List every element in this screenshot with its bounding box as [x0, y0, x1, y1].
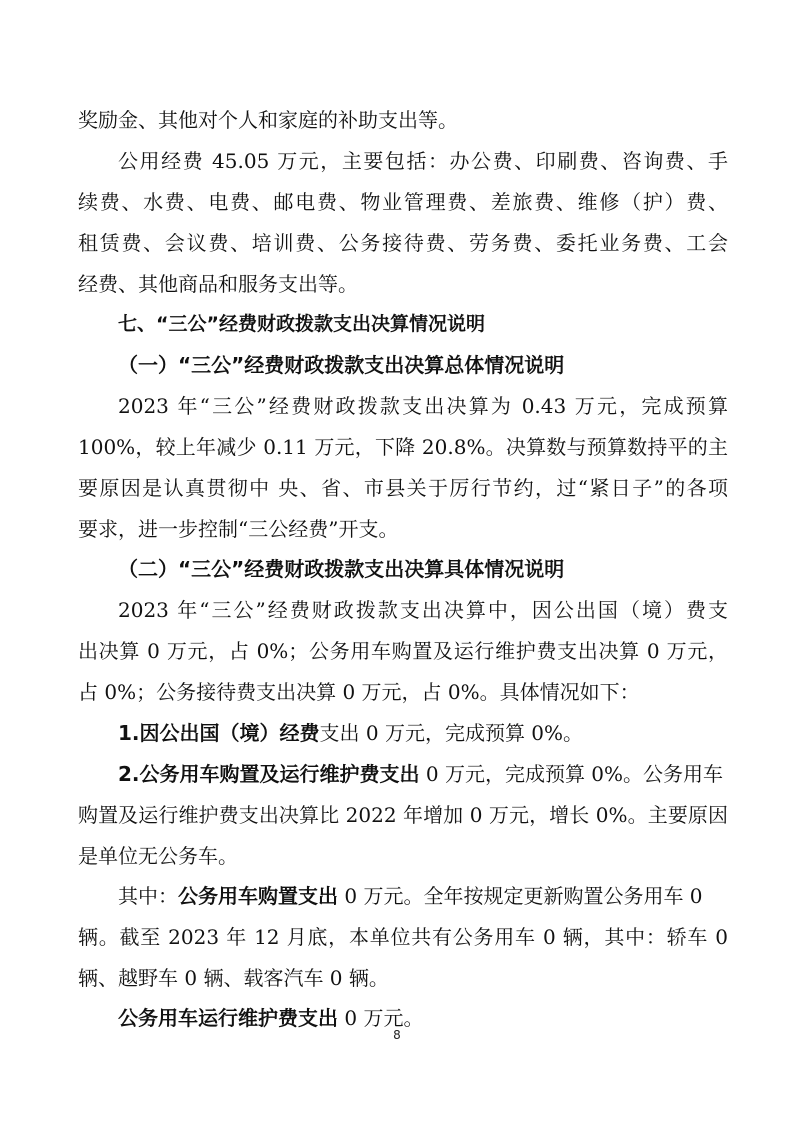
- paragraph-line: 占 0%；公务接待费支出决算 0 万元，占 0%。具体情况如下：: [78, 680, 640, 704]
- item-3: [118, 882, 728, 910]
- paragraph-line: 经费、其他商品和服务支出等。: [78, 272, 358, 296]
- item-2-bold: 2.公务用车购置及运行维护费支出: [118, 762, 420, 786]
- item-2: [118, 760, 728, 788]
- paragraph-line: 2023 年“三公”经费财政拨款支出决算为 0.43 万元，完成预算: [118, 394, 728, 418]
- item-1-text: 支出 0 万元，完成预算 0%。: [319, 721, 584, 745]
- paragraph-line: 购置及运行维护费支出决算比 2022 年增加 0 万元，增长 0%。主要原因: [78, 803, 728, 827]
- section-heading: 七、“三公”经费财政拨款支出决算情况说明: [118, 313, 485, 335]
- item-4-bold: 公务用车运行维护费支出: [118, 1006, 338, 1030]
- item-4: [118, 1004, 728, 1032]
- paragraph-line: 续费、水费、电费、邮电费、物业管理费、差旅费、维修（护）费、: [78, 190, 728, 214]
- paragraph-line: 辆、越野车 0 辆、载客汽车 0 辆。: [78, 966, 389, 990]
- subsection-heading: （一）“三公”经费财政拨款支出决算总体情况说明: [118, 353, 565, 377]
- item-2-text: 0 万元，完成预算 0%。公务用车: [419, 762, 724, 786]
- item-3-lead: 其中：: [118, 884, 178, 908]
- paragraph-line: 公用经费 45.05 万元，主要包括：办公费、印刷费、咨询费、手: [118, 149, 728, 173]
- paragraph-line: 要原因是认真贯彻中 央、省、市县关于厉行节约，过“紧日子”的各项: [78, 476, 728, 500]
- item-3-bold: 公务用车购置支出: [178, 884, 338, 908]
- page-number: 8: [393, 1028, 401, 1042]
- item-3-text: 0 万元。全年按规定更新购置公务用车 0: [338, 884, 703, 908]
- item-1: [118, 719, 728, 747]
- paragraph-line: 要求，进一步控制“三公经费”开支。: [78, 517, 399, 541]
- paragraph-line: 奖励金、其他对个人和家庭的补助支出等。: [78, 108, 458, 132]
- subsection-heading: （二）“三公”经费财政拨款支出决算具体情况说明: [118, 557, 565, 581]
- item-1-bold: 1.因公出国（境）经费: [118, 721, 320, 745]
- item-4-text: 0 万元。: [338, 1006, 424, 1030]
- paragraph-line: 出决算 0 万元，占 0%；公务用车购置及运行维护费支出决算 0 万元，: [78, 639, 728, 663]
- paragraph-line: 辆。截至 2023 年 12 月底，本单位共有公务用车 0 辆，其中：轿车 0: [78, 925, 728, 949]
- paragraph-line: 租赁费、会议费、培训费、公务接待费、劳务费、委托业务费、工会: [78, 231, 728, 255]
- paragraph-line: 2023 年“三公”经费财政拨款支出决算中，因公出国（境）费支: [118, 598, 728, 622]
- paragraph-line: 100%，较上年减少 0.11 万元，下降 20.8%。决算数与预算数持平的主: [78, 435, 728, 459]
- paragraph-line: 是单位无公务车。: [78, 844, 238, 868]
